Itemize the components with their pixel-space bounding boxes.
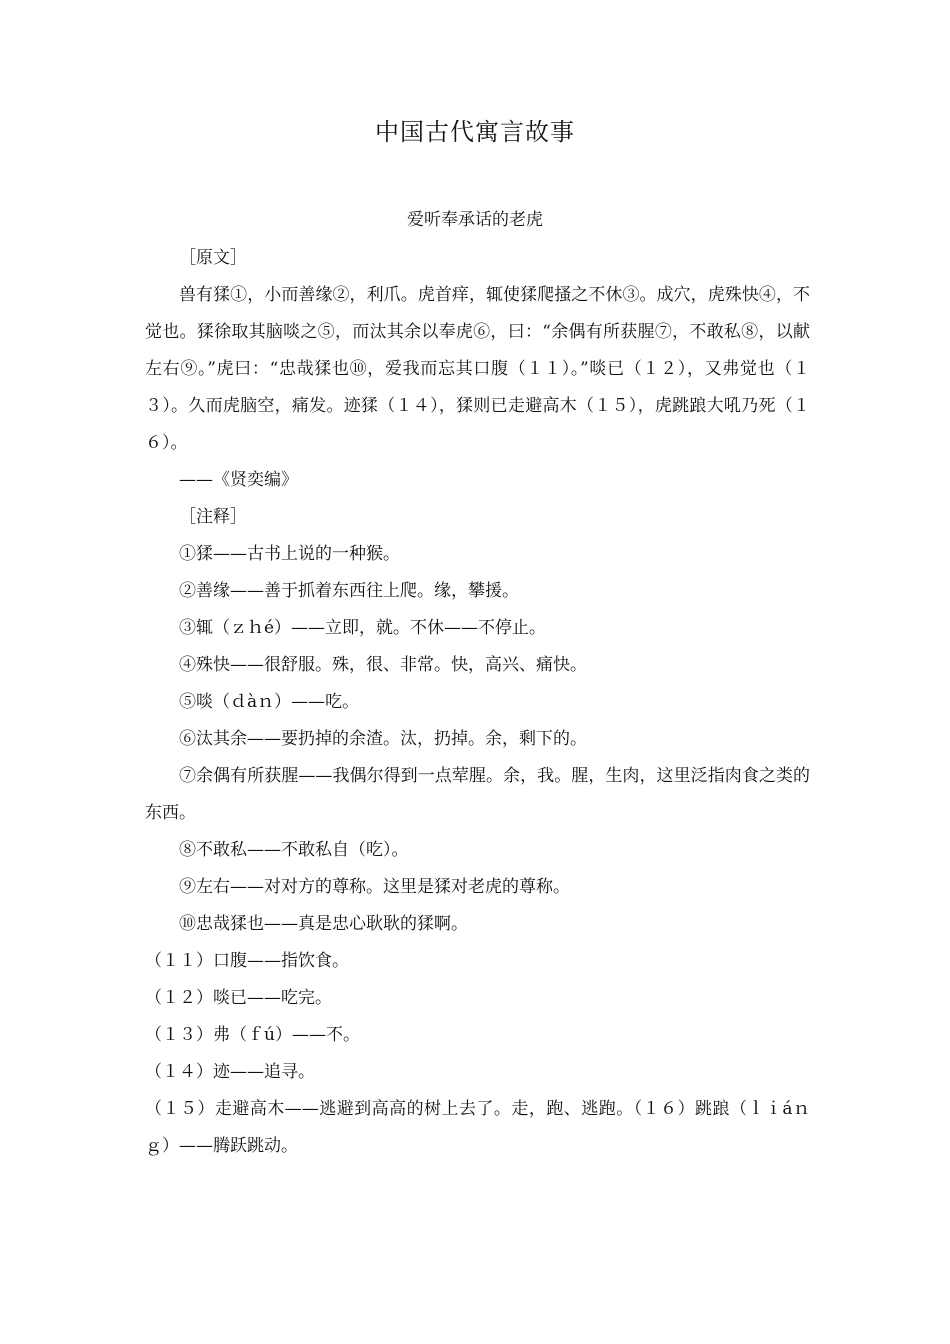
paragraph: （１２）啖已——吃完。: [145, 988, 332, 1008]
document-body: [145, 240, 810, 1165]
paragraph: （１５）走避高木——逃避到高高的树上去了。走，跑、逃跑。（１６）跳踉（ｌｉáｎｇ）——腾跃跳动。: [145, 1099, 810, 1156]
paragraph: ⑤啖（ｄàｎ）——吃。: [179, 692, 360, 712]
paragraph: ［原文］: [179, 248, 247, 268]
paragraph: （１１）口腹——指饮食。: [145, 951, 349, 971]
paragraph: （１３）弗（ｆú）——不。: [145, 1025, 360, 1045]
paragraph: ⑥汰其余——要扔掉的余渣。汰，扔掉。余，剩下的。: [179, 729, 587, 749]
story-title: 爱听奉承话的老虎: [407, 210, 543, 230]
paragraph: ③辄（ｚｈé）——立即，就。不休——不停止。: [179, 618, 547, 638]
paragraph: （１４）迹——追寻。: [145, 1062, 315, 1082]
paragraph: ——《贤奕编》: [179, 470, 298, 490]
paragraph: ⑩忠哉猱也——真是忠心耿耿的猱啊。: [179, 914, 468, 934]
paragraph: ⑨左右——对对方的尊称。这里是猱对老虎的尊称。: [179, 877, 570, 897]
paragraph: ⑦余偶有所获腥——我偶尔得到一点荤腥。余，我。腥，生肉，这里泛指肉食之类的东西。: [145, 766, 810, 823]
paragraph: ④殊快——很舒服。殊，很、非常。快，高兴、痛快。: [179, 655, 587, 675]
paragraph: ［注释］: [179, 507, 247, 527]
paragraph: 兽有猱①，小而善缘②，利爪。虎首痒，辄使猱爬搔之不休③。成穴，虎殊快④，不觉也。猱徐取其脑啖之⑤，而汰其余以奉虎⑥，曰：“余偶有所获腥⑦，不敢私⑧，以献左右⑨。”虎曰：“忠哉猱也⑩，爱我而忘其口腹（１１）。”啖已（１２），又弗觉也（１３）。久而虎脑空，痛发。迹猱（１４），猱则已走避高木（１５），虎跳踉大吼乃死（１６）。: [145, 285, 810, 453]
document-title: 中国古代寓言故事: [375, 118, 575, 146]
paragraph: ①猱——古书上说的一种猴。: [179, 544, 400, 564]
paragraph: ②善缘——善于抓着东西往上爬。缘，攀援。: [179, 581, 519, 601]
paragraph: ⑧不敢私——不敢私自（吃）。: [179, 840, 409, 860]
